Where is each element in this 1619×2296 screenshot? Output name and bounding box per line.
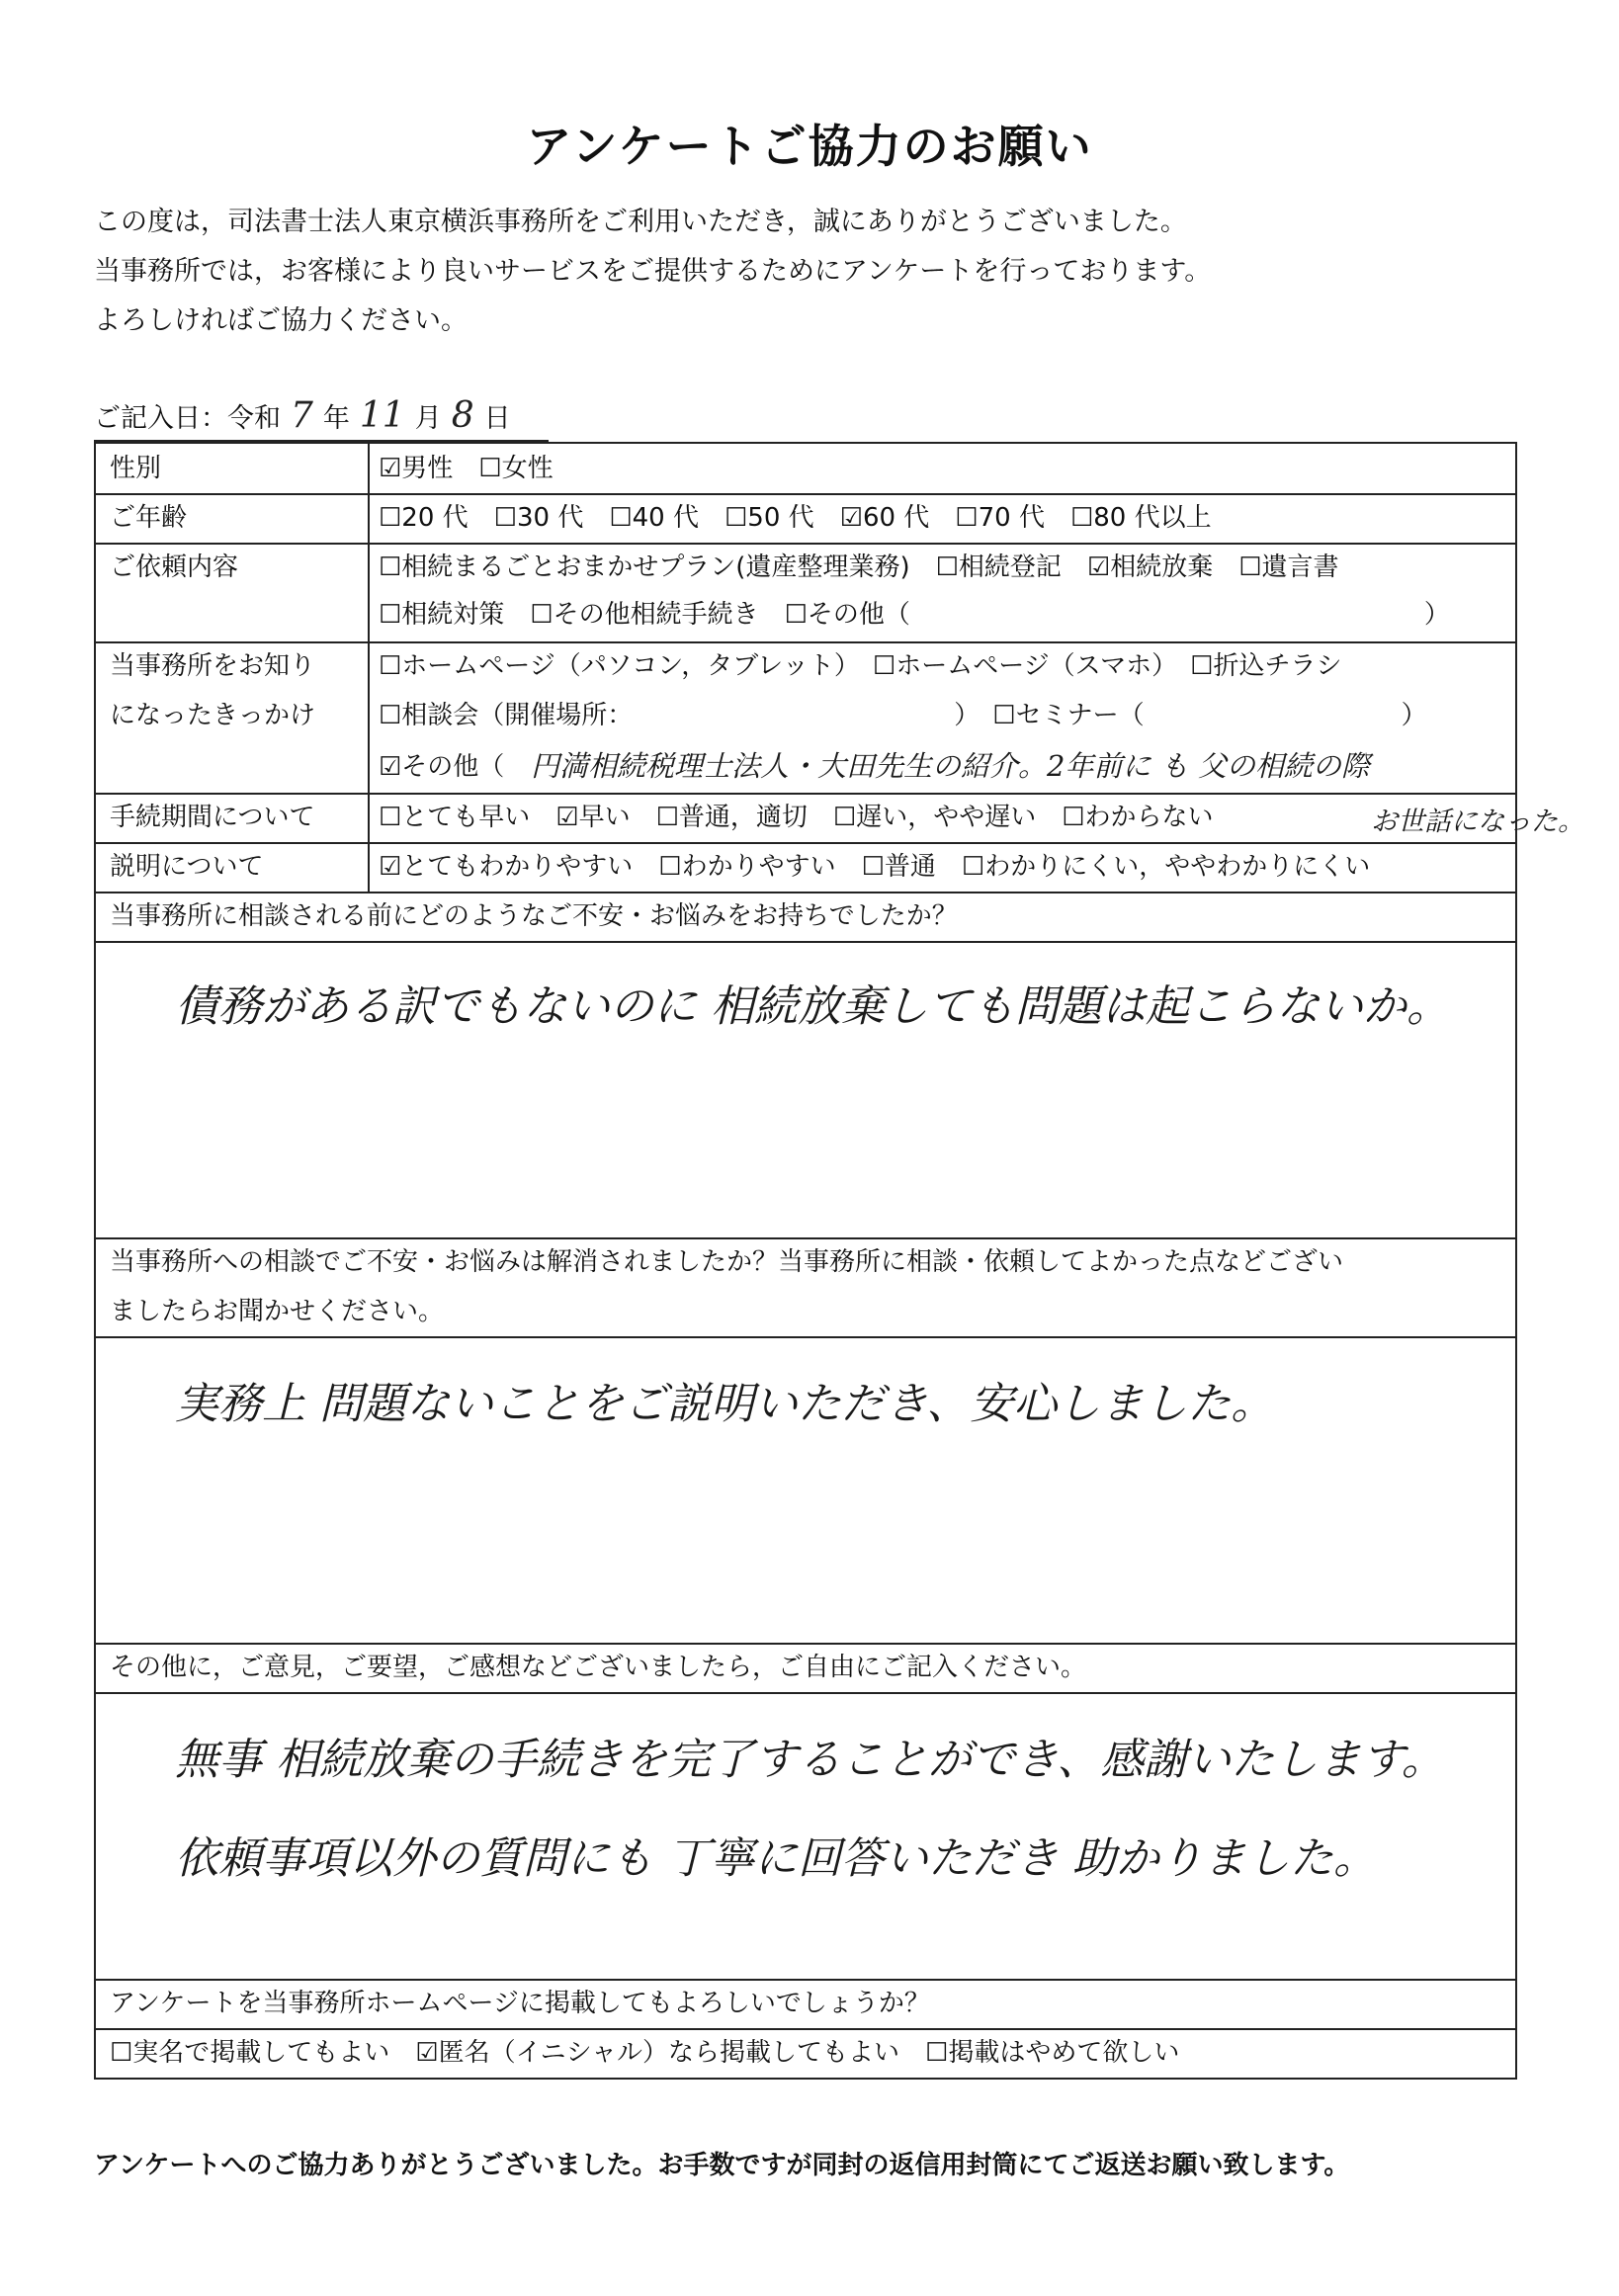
q2-question-line2: ましたらお聞かせください。 <box>110 1297 445 1326</box>
row-divider <box>96 842 1515 844</box>
period-label: 手続期間について <box>110 803 315 832</box>
source-label-line2: になったきっかけ <box>110 701 316 730</box>
source-label-line1: 当事務所をお知り <box>110 651 316 681</box>
gender-label: 性別 <box>110 454 162 483</box>
row-divider <box>96 641 1515 643</box>
source-options-line1[interactable]: ☐ホームページ（パソコン，タブレット） ☐ホームページ（スマホ） ☐折込チラシ <box>379 651 1342 681</box>
source-other-handwritten[interactable]: 円満相続税理士法人・大田先生の紹介。2年前に も 父の相続の際 <box>531 749 1370 783</box>
row-divider <box>96 892 1515 893</box>
row-divider <box>96 793 1515 795</box>
publish-question: アンケートを当事務所ホームページに掲載してもよろしいでしょうか？ <box>110 1989 930 2018</box>
row-divider <box>96 543 1515 545</box>
row-divider <box>96 2028 1515 2030</box>
date-month[interactable]: 11 <box>359 395 405 436</box>
period-options[interactable]: ☐とても早い ☑早い ☐普通，適切 ☐遅い，やや遅い ☐わからない <box>379 803 1214 832</box>
q2-question-line1: 当事務所への相談でご不安・お悩みは解消されましたか？当事務所に相談・依頼してよかった点などござい <box>110 1247 1344 1277</box>
q1-question: 当事務所に相談される前にどのようなご不安・お悩みをお持ちでしたか？ <box>110 901 958 931</box>
source-other-option[interactable]: ☑その他（ <box>379 752 505 782</box>
request-label: ご依頼内容 <box>110 553 239 582</box>
date-year[interactable]: 7 <box>291 395 313 436</box>
row-divider <box>96 1643 1515 1645</box>
request-options-line1[interactable]: ☐相続まるごとおまかせプラン(遺産整理業務) ☐相続登記 ☑相続放棄 ☐遺言書 <box>379 553 1339 582</box>
q2-answer[interactable]: 実務上 問題ないことをご説明いただき、安心しました。 <box>175 1379 1275 1429</box>
explanation-options[interactable]: ☑とてもわかりやすい ☐わかりやすい ☐普通 ☐わかりにくい，ややわかりにくい <box>379 852 1371 882</box>
explanation-label: 説明について <box>110 852 264 882</box>
source-other-handwritten-cont[interactable]: お世話になった。 <box>1371 807 1584 837</box>
date-day[interactable]: 8 <box>451 395 474 436</box>
footer-note: アンケートへのご協力ありがとうございました。お手数ですが同封の返信用封筒にてご返送お願い致します。 <box>94 2151 1350 2180</box>
q1-answer[interactable]: 債務がある訳でもないのに 相続放棄しても問題は起こらないか。 <box>175 981 1450 1032</box>
date-day-label: 日 <box>483 403 511 434</box>
row-divider <box>96 1336 1515 1338</box>
survey-form <box>94 442 1584 2080</box>
row-divider <box>96 941 1515 943</box>
row-divider <box>96 1237 1515 1239</box>
row-divider <box>96 1979 1515 1981</box>
row-divider <box>96 1692 1515 1694</box>
entry-date <box>94 395 549 442</box>
row-divider <box>96 493 1515 495</box>
request-options-line2[interactable]: ☐相続対策 ☐その他相続手続き ☐その他（ ） <box>379 600 1450 630</box>
gender-options[interactable]: ☑男性 ☐女性 <box>379 454 554 483</box>
publish-options[interactable]: ☐実名で掲載してもよい ☑匿名（イニシャル）なら掲載してもよい ☐掲載はやめて欲しい <box>110 2038 1180 2068</box>
intro-line: 当事務所では，お客様により良いサービスをご提供するためにアンケートを行っております。 <box>94 256 1212 287</box>
label-column-divider <box>368 444 370 892</box>
intro-line: この度は，司法書士法人東京横浜事務所をご利用いただき，誠にありがとうございました。 <box>94 207 1187 237</box>
date-year-label: 年 <box>322 403 350 434</box>
date-month-label: 月 <box>414 403 442 434</box>
date-prefix: ご記入日：令和 <box>94 403 281 434</box>
q3-question: その他に，ご意見，ご要望，ご感想などございましたら，ご自由にご記入ください。 <box>110 1653 1087 1682</box>
q3-answer-line1[interactable]: 無事 相続放棄の手続きを完了することができ、感謝いたします。 <box>175 1735 1445 1785</box>
page-title: アンケートご協力のお願い <box>526 120 1093 173</box>
q3-answer-line2[interactable]: 依頼事項以外の質問にも 丁寧に回答いただき 助かりました。 <box>175 1833 1377 1884</box>
intro-line: よろしければご協力ください。 <box>94 305 468 336</box>
intro-text <box>94 198 1211 346</box>
age-options[interactable]: ☐20 代 ☐30 代 ☐40 代 ☐50 代 ☑60 代 ☐70 代 ☐80 代以上 <box>379 503 1212 533</box>
age-label: ご年齢 <box>110 503 188 533</box>
source-options-line2[interactable]: ☐相談会（開催場所： ） ☐セミナー（ ） <box>379 701 1427 730</box>
